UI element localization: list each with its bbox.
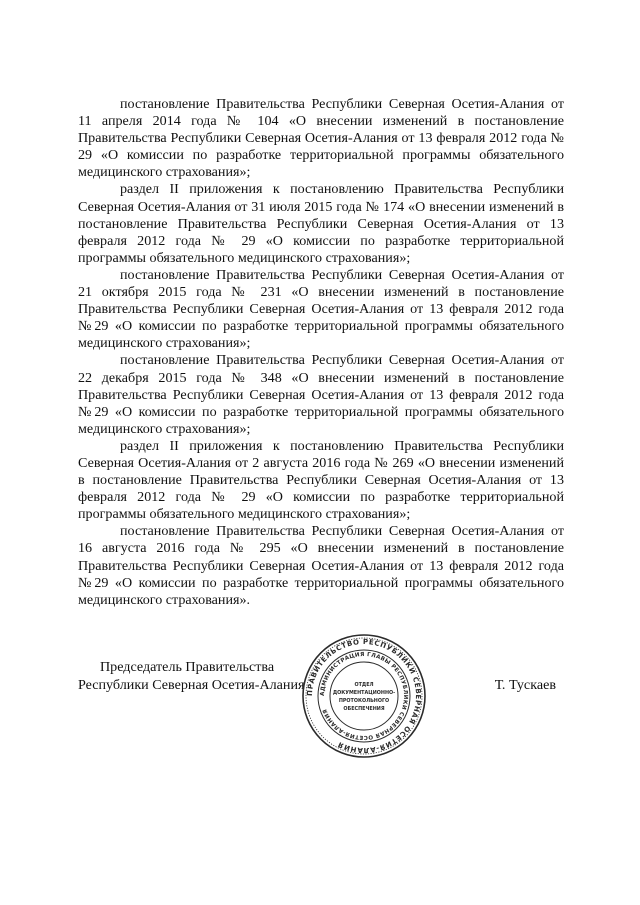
signatory-title bbox=[78, 658, 305, 694]
paragraph-2: раздел II приложения к постановлению Правительства Республики Северная Осетия-Алания от 31 июля 2015 года № 174 «О внесении изменений в постановление Правительства Республики Северная Осетия-Алания от 13 февраля 2012 года № 29 «О комиссии по разработке территориальной программы обязательного медицинского страхования»; bbox=[78, 181, 564, 266]
signatory-title-line1: Председатель Правительства bbox=[100, 659, 275, 675]
seal-center-line1: ОТДЕЛ bbox=[354, 682, 374, 688]
seal-middle-ring bbox=[318, 650, 410, 742]
seal-graphic bbox=[300, 632, 428, 760]
signature-block bbox=[78, 637, 564, 755]
paragraph-4: постановление Правительства Республики Северная Осетия-Алания от 22 декабря 2015 года № 348 «О внесении изменений в постановление Правительства Республики Северная Осетия-Алания от 13 февраля 2012 года №29 «О комиссии по разработке территориальной программы обязательного медицинского страхования»; bbox=[78, 352, 564, 437]
seal-outer-text: ПРАВИТЕЛЬСТВО РЕСПУБЛИКИ СЕВЕРНАЯ ОСЕТИЯ-АЛАНИЯ bbox=[305, 637, 423, 755]
seal-inner-ring bbox=[330, 662, 398, 730]
signatory-name: Т. Тускаев bbox=[494, 677, 556, 693]
paragraph-1: постановление Правительства Республики Северная Осетия-Алания от 11 апреля 2014 года № 104 «О внесении изменений в постановление Правительства Республики Северная Осетия-Алания от 13 февраля 2012 года № 29 «О комиссии по разработке территориальной программы обязательного медицинского страхования»; bbox=[78, 96, 564, 181]
paragraph-5: раздел II приложения к постановлению Правительства Республики Северная Осетия-Алания от 2 августа 2016 года № 269 «О внесении изменений в постановление Правительства Республики Северная Осетия-Алания от 13 февраля 2012 года № 29 «О комиссии по разработке территориальной программы обязательного медицинского страхования»; bbox=[78, 437, 564, 523]
official-seal bbox=[300, 632, 428, 760]
seal-center-line2: ДОКУМЕНТАЦИОННО- bbox=[332, 690, 396, 696]
document-body bbox=[78, 96, 564, 609]
paragraph-6: постановление Правительства Республики Северная Осетия-Алания от 16 августа 2016 года № 295 «О внесении изменений в постановление Правительства Республики Северная Осетия-Алания от 13 февраля 2012 года №29 «О комиссии по разработке территориальной программы обязательного медицинского страхования». bbox=[78, 523, 564, 608]
paragraph-3: постановление Правительства Республики Северная Осетия-Алания от 21 октября 2015 года № 231 «О внесении изменений в постановление Правительства Республики Северная Осетия-Алания от 13 февраля 2012 года №29 «О комиссии по разработке территориальной программы обязательного медицинского страхования»; bbox=[78, 266, 564, 352]
seal-inner-text: АДМИНИСТРАЦИЯ ГЛАВЫ РЕСПУБЛИКИ СЕВЕРНАЯ ОСЕТИЯ-АЛАНИЯ bbox=[319, 651, 409, 741]
seal-center-line3: ПРОТОКОЛЬНОГО bbox=[338, 698, 390, 704]
seal-center-line4: ОБЕСПЕЧЕНИЯ bbox=[343, 706, 385, 712]
signatory-title-line2: Республики Северная Осетия-Алания bbox=[78, 677, 305, 693]
